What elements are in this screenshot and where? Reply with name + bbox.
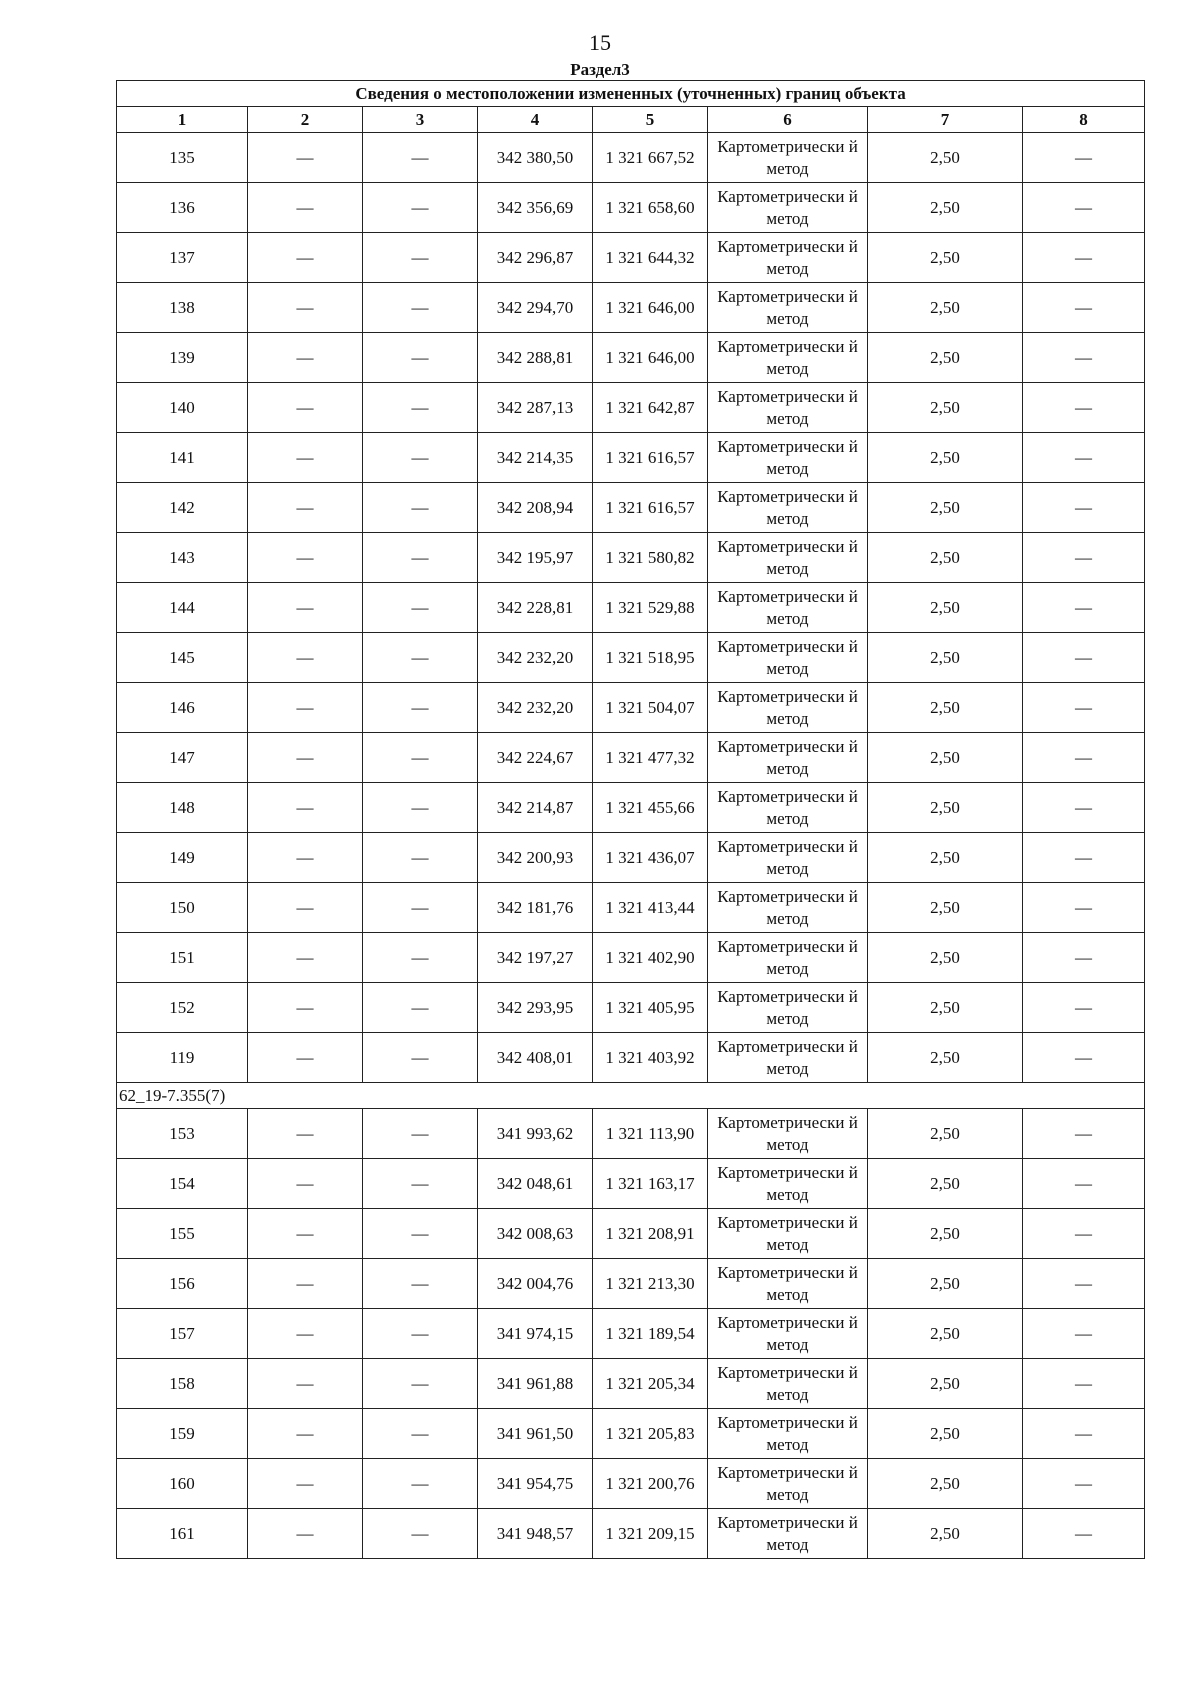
table-row bbox=[117, 1459, 1145, 1509]
point-number-cell: 145 bbox=[117, 633, 248, 683]
point-number-cell: 150 bbox=[117, 883, 248, 933]
y-coordinate-cell: 1 321 189,54 bbox=[593, 1309, 708, 1359]
column-8-cell: — bbox=[1023, 183, 1145, 233]
y-coordinate-cell: 1 321 580,82 bbox=[593, 533, 708, 583]
point-number-cell: 154 bbox=[117, 1159, 248, 1209]
point-number-cell: 161 bbox=[117, 1509, 248, 1559]
column-2-cell: — bbox=[248, 933, 363, 983]
table-row bbox=[117, 1509, 1145, 1559]
column-2-cell: — bbox=[248, 433, 363, 483]
method-cell: Картометрически й метод bbox=[708, 733, 868, 783]
method-cell: Картометрически й метод bbox=[708, 433, 868, 483]
accuracy-cell: 2,50 bbox=[868, 1459, 1023, 1509]
point-number-cell: 142 bbox=[117, 483, 248, 533]
column-3-cell: — bbox=[363, 1259, 478, 1309]
accuracy-cell: 2,50 bbox=[868, 1209, 1023, 1259]
column-8-cell: — bbox=[1023, 483, 1145, 533]
column-3-cell: — bbox=[363, 833, 478, 883]
column-8-cell: — bbox=[1023, 1459, 1145, 1509]
column-number: 8 bbox=[1023, 107, 1145, 133]
method-cell: Картометрически й метод bbox=[708, 1033, 868, 1083]
column-8-cell: — bbox=[1023, 533, 1145, 583]
y-coordinate-cell: 1 321 642,87 bbox=[593, 383, 708, 433]
method-cell: Картометрически й метод bbox=[708, 633, 868, 683]
column-2-cell: — bbox=[248, 783, 363, 833]
point-number-cell: 157 bbox=[117, 1309, 248, 1359]
method-cell: Картометрически й метод bbox=[708, 583, 868, 633]
accuracy-cell: 2,50 bbox=[868, 333, 1023, 383]
accuracy-cell: 2,50 bbox=[868, 633, 1023, 683]
accuracy-cell: 2,50 bbox=[868, 1259, 1023, 1309]
column-3-cell: — bbox=[363, 283, 478, 333]
y-coordinate-cell: 1 321 113,90 bbox=[593, 1109, 708, 1159]
accuracy-cell: 2,50 bbox=[868, 433, 1023, 483]
x-coordinate-cell: 342 008,63 bbox=[478, 1209, 593, 1259]
column-2-cell: — bbox=[248, 883, 363, 933]
table-row bbox=[117, 1159, 1145, 1209]
column-2-cell: — bbox=[248, 1509, 363, 1559]
column-3-cell: — bbox=[363, 333, 478, 383]
x-coordinate-cell: 342 228,81 bbox=[478, 583, 593, 633]
table-row bbox=[117, 283, 1145, 333]
column-8-cell: — bbox=[1023, 1209, 1145, 1259]
accuracy-cell: 2,50 bbox=[868, 1509, 1023, 1559]
column-8-cell: — bbox=[1023, 283, 1145, 333]
column-2-cell: — bbox=[248, 1359, 363, 1409]
point-number-cell: 119 bbox=[117, 1033, 248, 1083]
accuracy-cell: 2,50 bbox=[868, 583, 1023, 633]
point-number-cell: 135 bbox=[117, 133, 248, 183]
column-8-cell: — bbox=[1023, 983, 1145, 1033]
table-row bbox=[117, 933, 1145, 983]
method-cell: Картометрически й метод bbox=[708, 1259, 868, 1309]
y-coordinate-cell: 1 321 504,07 bbox=[593, 683, 708, 733]
column-8-cell: — bbox=[1023, 1109, 1145, 1159]
x-coordinate-cell: 342 214,87 bbox=[478, 783, 593, 833]
x-coordinate-cell: 342 224,67 bbox=[478, 733, 593, 783]
method-cell: Картометрически й метод bbox=[708, 1109, 868, 1159]
column-8-cell: — bbox=[1023, 1033, 1145, 1083]
table-row bbox=[117, 1409, 1145, 1459]
column-2-cell: — bbox=[248, 183, 363, 233]
point-number-cell: 158 bbox=[117, 1359, 248, 1409]
column-8-cell: — bbox=[1023, 633, 1145, 683]
point-number-cell: 141 bbox=[117, 433, 248, 483]
column-8-cell: — bbox=[1023, 333, 1145, 383]
column-3-cell: — bbox=[363, 1109, 478, 1159]
point-number-cell: 140 bbox=[117, 383, 248, 433]
column-8-cell: — bbox=[1023, 783, 1145, 833]
point-number-cell: 138 bbox=[117, 283, 248, 333]
table-row bbox=[117, 983, 1145, 1033]
accuracy-cell: 2,50 bbox=[868, 1359, 1023, 1409]
accuracy-cell: 2,50 bbox=[868, 933, 1023, 983]
column-8-cell: — bbox=[1023, 133, 1145, 183]
y-coordinate-cell: 1 321 436,07 bbox=[593, 833, 708, 883]
column-2-cell: — bbox=[248, 533, 363, 583]
x-coordinate-cell: 342 294,70 bbox=[478, 283, 593, 333]
point-number-cell: 151 bbox=[117, 933, 248, 983]
y-coordinate-cell: 1 321 616,57 bbox=[593, 433, 708, 483]
column-number: 6 bbox=[708, 107, 868, 133]
accuracy-cell: 2,50 bbox=[868, 1409, 1023, 1459]
column-number: 7 bbox=[868, 107, 1023, 133]
table-row bbox=[117, 783, 1145, 833]
y-coordinate-cell: 1 321 455,66 bbox=[593, 783, 708, 833]
point-number-cell: 144 bbox=[117, 583, 248, 633]
column-3-cell: — bbox=[363, 983, 478, 1033]
column-8-cell: — bbox=[1023, 733, 1145, 783]
method-cell: Картометрически й метод bbox=[708, 933, 868, 983]
y-coordinate-cell: 1 321 518,95 bbox=[593, 633, 708, 683]
point-number-cell: 137 bbox=[117, 233, 248, 283]
x-coordinate-cell: 342 288,81 bbox=[478, 333, 593, 383]
y-coordinate-cell: 1 321 405,95 bbox=[593, 983, 708, 1033]
point-number-cell: 146 bbox=[117, 683, 248, 733]
column-8-cell: — bbox=[1023, 883, 1145, 933]
table-row bbox=[117, 433, 1145, 483]
accuracy-cell: 2,50 bbox=[868, 1109, 1023, 1159]
y-coordinate-cell: 1 321 209,15 bbox=[593, 1509, 708, 1559]
column-3-cell: — bbox=[363, 483, 478, 533]
column-8-cell: — bbox=[1023, 433, 1145, 483]
column-3-cell: — bbox=[363, 1033, 478, 1083]
column-number-row bbox=[117, 107, 1145, 133]
method-cell: Картометрически й метод bbox=[708, 183, 868, 233]
y-coordinate-cell: 1 321 646,00 bbox=[593, 333, 708, 383]
column-3-cell: — bbox=[363, 1459, 478, 1509]
x-coordinate-cell: 342 200,93 bbox=[478, 833, 593, 883]
x-coordinate-cell: 341 948,57 bbox=[478, 1509, 593, 1559]
column-3-cell: — bbox=[363, 733, 478, 783]
column-2-cell: — bbox=[248, 383, 363, 433]
column-3-cell: — bbox=[363, 583, 478, 633]
accuracy-cell: 2,50 bbox=[868, 1033, 1023, 1083]
table-row bbox=[117, 833, 1145, 883]
accuracy-cell: 2,50 bbox=[868, 883, 1023, 933]
accuracy-cell: 2,50 bbox=[868, 783, 1023, 833]
point-number-cell: 143 bbox=[117, 533, 248, 583]
column-8-cell: — bbox=[1023, 1259, 1145, 1309]
method-cell: Картометрически й метод bbox=[708, 833, 868, 883]
x-coordinate-cell: 342 287,13 bbox=[478, 383, 593, 433]
column-2-cell: — bbox=[248, 1309, 363, 1359]
y-coordinate-cell: 1 321 658,60 bbox=[593, 183, 708, 233]
y-coordinate-cell: 1 321 205,83 bbox=[593, 1409, 708, 1459]
point-number-cell: 139 bbox=[117, 333, 248, 383]
table-row bbox=[117, 633, 1145, 683]
method-cell: Картометрически й метод bbox=[708, 1309, 868, 1359]
x-coordinate-cell: 341 961,88 bbox=[478, 1359, 593, 1409]
x-coordinate-cell: 342 208,94 bbox=[478, 483, 593, 533]
x-coordinate-cell: 341 954,75 bbox=[478, 1459, 593, 1509]
column-2-cell: — bbox=[248, 1409, 363, 1459]
x-coordinate-cell: 342 232,20 bbox=[478, 633, 593, 683]
method-cell: Картометрически й метод bbox=[708, 1409, 868, 1459]
y-coordinate-cell: 1 321 413,44 bbox=[593, 883, 708, 933]
y-coordinate-cell: 1 321 646,00 bbox=[593, 283, 708, 333]
x-coordinate-cell: 342 296,87 bbox=[478, 233, 593, 283]
accuracy-cell: 2,50 bbox=[868, 283, 1023, 333]
point-number-cell: 160 bbox=[117, 1459, 248, 1509]
column-3-cell: — bbox=[363, 1159, 478, 1209]
column-8-cell: — bbox=[1023, 233, 1145, 283]
y-coordinate-cell: 1 321 402,90 bbox=[593, 933, 708, 983]
column-8-cell: — bbox=[1023, 583, 1145, 633]
column-8-cell: — bbox=[1023, 1509, 1145, 1559]
y-coordinate-cell: 1 321 208,91 bbox=[593, 1209, 708, 1259]
accuracy-cell: 2,50 bbox=[868, 833, 1023, 883]
method-cell: Картометрически й метод bbox=[708, 983, 868, 1033]
point-number-cell: 159 bbox=[117, 1409, 248, 1459]
table-row bbox=[117, 1209, 1145, 1259]
x-coordinate-cell: 342 293,95 bbox=[478, 983, 593, 1033]
x-coordinate-cell: 341 993,62 bbox=[478, 1109, 593, 1159]
column-2-cell: — bbox=[248, 833, 363, 883]
column-3-cell: — bbox=[363, 1359, 478, 1409]
accuracy-cell: 2,50 bbox=[868, 383, 1023, 433]
column-3-cell: — bbox=[363, 433, 478, 483]
column-3-cell: — bbox=[363, 183, 478, 233]
group-header-row bbox=[117, 1083, 1145, 1109]
table-row bbox=[117, 483, 1145, 533]
table-row bbox=[117, 333, 1145, 383]
method-cell: Картометрически й метод bbox=[708, 483, 868, 533]
column-3-cell: — bbox=[363, 783, 478, 833]
point-number-cell: 148 bbox=[117, 783, 248, 833]
column-8-cell: — bbox=[1023, 1409, 1145, 1459]
accuracy-cell: 2,50 bbox=[868, 733, 1023, 783]
method-cell: Картометрически й метод bbox=[708, 1509, 868, 1559]
column-8-cell: — bbox=[1023, 833, 1145, 883]
table-row bbox=[117, 1309, 1145, 1359]
column-3-cell: — bbox=[363, 1409, 478, 1459]
column-8-cell: — bbox=[1023, 1359, 1145, 1409]
table-row bbox=[117, 583, 1145, 633]
accuracy-cell: 2,50 bbox=[868, 533, 1023, 583]
y-coordinate-cell: 1 321 667,52 bbox=[593, 133, 708, 183]
accuracy-cell: 2,50 bbox=[868, 983, 1023, 1033]
column-2-cell: — bbox=[248, 983, 363, 1033]
accuracy-cell: 2,50 bbox=[868, 683, 1023, 733]
page-number: 15 bbox=[589, 30, 611, 55]
point-number-cell: 152 bbox=[117, 983, 248, 1033]
table-row bbox=[117, 733, 1145, 783]
y-coordinate-cell: 1 321 403,92 bbox=[593, 1033, 708, 1083]
method-cell: Картометрически й метод bbox=[708, 533, 868, 583]
point-number-cell: 153 bbox=[117, 1109, 248, 1159]
column-2-cell: — bbox=[248, 283, 363, 333]
y-coordinate-cell: 1 321 644,32 bbox=[593, 233, 708, 283]
x-coordinate-cell: 342 004,76 bbox=[478, 1259, 593, 1309]
column-number: 1 bbox=[117, 107, 248, 133]
accuracy-cell: 2,50 bbox=[868, 183, 1023, 233]
table-body bbox=[117, 133, 1145, 1559]
group-label: 62_19-7.355(7) bbox=[117, 1083, 1145, 1109]
column-2-cell: — bbox=[248, 233, 363, 283]
table-row bbox=[117, 183, 1145, 233]
accuracy-cell: 2,50 bbox=[868, 1309, 1023, 1359]
column-3-cell: — bbox=[363, 383, 478, 433]
column-2-cell: — bbox=[248, 1109, 363, 1159]
column-2-cell: — bbox=[248, 133, 363, 183]
point-number-cell: 156 bbox=[117, 1259, 248, 1309]
column-3-cell: — bbox=[363, 533, 478, 583]
column-number: 4 bbox=[478, 107, 593, 133]
method-cell: Картометрически й метод bbox=[708, 1459, 868, 1509]
method-cell: Картометрически й метод bbox=[708, 1159, 868, 1209]
column-3-cell: — bbox=[363, 883, 478, 933]
column-3-cell: — bbox=[363, 1309, 478, 1359]
method-cell: Картометрически й метод bbox=[708, 333, 868, 383]
column-number: 3 bbox=[363, 107, 478, 133]
section-label: Раздел3 bbox=[570, 60, 630, 79]
x-coordinate-cell: 342 214,35 bbox=[478, 433, 593, 483]
column-2-cell: — bbox=[248, 583, 363, 633]
x-coordinate-cell: 341 974,15 bbox=[478, 1309, 593, 1359]
accuracy-cell: 2,50 bbox=[868, 233, 1023, 283]
x-coordinate-cell: 342 356,69 bbox=[478, 183, 593, 233]
method-cell: Картометрически й метод bbox=[708, 783, 868, 833]
point-number-cell: 155 bbox=[117, 1209, 248, 1259]
column-2-cell: — bbox=[248, 483, 363, 533]
table-row bbox=[117, 1359, 1145, 1409]
table-caption: Сведения о местоположении измененных (уточненных) границ объекта bbox=[117, 81, 1145, 107]
table-row bbox=[117, 683, 1145, 733]
method-cell: Картометрически й метод bbox=[708, 883, 868, 933]
table-row bbox=[117, 883, 1145, 933]
method-cell: Картометрически й метод bbox=[708, 1209, 868, 1259]
column-8-cell: — bbox=[1023, 1309, 1145, 1359]
x-coordinate-cell: 341 961,50 bbox=[478, 1409, 593, 1459]
column-3-cell: — bbox=[363, 1509, 478, 1559]
column-2-cell: — bbox=[248, 733, 363, 783]
table-row bbox=[117, 533, 1145, 583]
y-coordinate-cell: 1 321 213,30 bbox=[593, 1259, 708, 1309]
x-coordinate-cell: 342 408,01 bbox=[478, 1033, 593, 1083]
method-cell: Картометрически й метод bbox=[708, 133, 868, 183]
column-2-cell: — bbox=[248, 1209, 363, 1259]
table-row bbox=[117, 383, 1145, 433]
method-cell: Картометрически й метод bbox=[708, 283, 868, 333]
column-8-cell: — bbox=[1023, 383, 1145, 433]
x-coordinate-cell: 342 181,76 bbox=[478, 883, 593, 933]
accuracy-cell: 2,50 bbox=[868, 483, 1023, 533]
coordinates-table bbox=[116, 80, 1145, 1559]
column-number: 2 bbox=[248, 107, 363, 133]
column-3-cell: — bbox=[363, 633, 478, 683]
y-coordinate-cell: 1 321 200,76 bbox=[593, 1459, 708, 1509]
method-cell: Картометрически й метод bbox=[708, 383, 868, 433]
column-2-cell: — bbox=[248, 1033, 363, 1083]
column-8-cell: — bbox=[1023, 933, 1145, 983]
column-2-cell: — bbox=[248, 1259, 363, 1309]
y-coordinate-cell: 1 321 205,34 bbox=[593, 1359, 708, 1409]
table-row bbox=[117, 1033, 1145, 1083]
point-number-cell: 147 bbox=[117, 733, 248, 783]
method-cell: Картометрически й метод bbox=[708, 1359, 868, 1409]
y-coordinate-cell: 1 321 529,88 bbox=[593, 583, 708, 633]
y-coordinate-cell: 1 321 163,17 bbox=[593, 1159, 708, 1209]
method-cell: Картометрически й метод bbox=[708, 683, 868, 733]
method-cell: Картометрически й метод bbox=[708, 233, 868, 283]
column-3-cell: — bbox=[363, 1209, 478, 1259]
table-row bbox=[117, 133, 1145, 183]
x-coordinate-cell: 342 232,20 bbox=[478, 683, 593, 733]
column-3-cell: — bbox=[363, 683, 478, 733]
y-coordinate-cell: 1 321 477,32 bbox=[593, 733, 708, 783]
x-coordinate-cell: 342 197,27 bbox=[478, 933, 593, 983]
point-number-cell: 136 bbox=[117, 183, 248, 233]
column-3-cell: — bbox=[363, 233, 478, 283]
column-number: 5 bbox=[593, 107, 708, 133]
x-coordinate-cell: 342 380,50 bbox=[478, 133, 593, 183]
column-2-cell: — bbox=[248, 333, 363, 383]
accuracy-cell: 2,50 bbox=[868, 133, 1023, 183]
x-coordinate-cell: 342 048,61 bbox=[478, 1159, 593, 1209]
table-row bbox=[117, 1109, 1145, 1159]
column-8-cell: — bbox=[1023, 1159, 1145, 1209]
y-coordinate-cell: 1 321 616,57 bbox=[593, 483, 708, 533]
x-coordinate-cell: 342 195,97 bbox=[478, 533, 593, 583]
accuracy-cell: 2,50 bbox=[868, 1159, 1023, 1209]
column-8-cell: — bbox=[1023, 683, 1145, 733]
column-3-cell: — bbox=[363, 933, 478, 983]
table-row bbox=[117, 233, 1145, 283]
column-2-cell: — bbox=[248, 1459, 363, 1509]
column-3-cell: — bbox=[363, 133, 478, 183]
column-2-cell: — bbox=[248, 683, 363, 733]
column-2-cell: — bbox=[248, 633, 363, 683]
point-number-cell: 149 bbox=[117, 833, 248, 883]
column-2-cell: — bbox=[248, 1159, 363, 1209]
table-row bbox=[117, 1259, 1145, 1309]
